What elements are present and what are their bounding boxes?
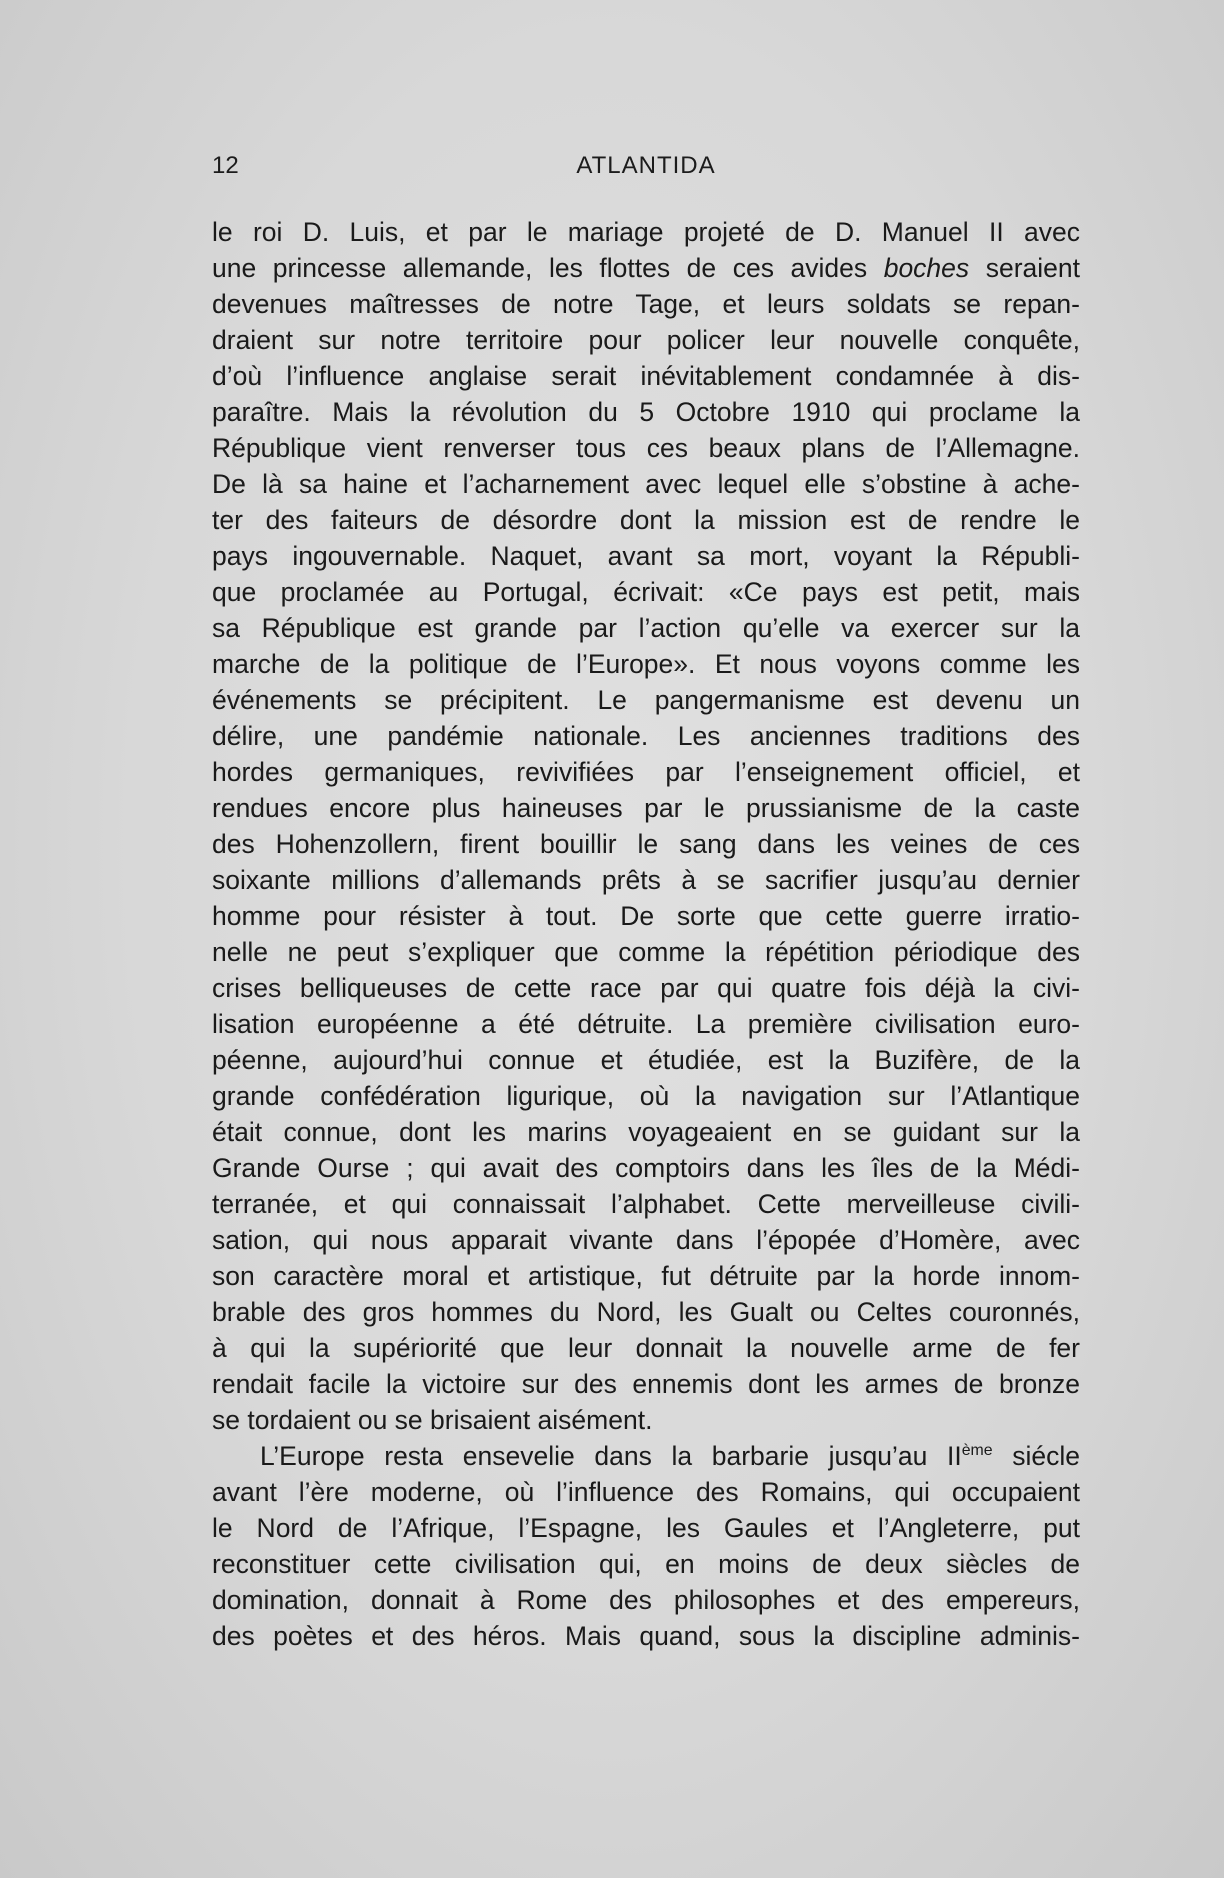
page-header [212, 152, 1080, 182]
paragraph-2 [212, 1438, 1080, 1654]
text-line: brable des gros hommes du Nord, les Gualt ou Celtes couronnés, [212, 1297, 1080, 1327]
text-line: que proclamée au Portugal, écrivait: «Ce pays est petit, mais [212, 577, 1080, 607]
text-line: devenues maîtresses de notre Tage, et leurs soldats se repan- [212, 289, 1080, 319]
text-line: République vient renverser tous ces beaux plans de l’Allemagne. [212, 433, 1080, 463]
text-line: ter des faiteurs de désordre dont la mission est de rendre le [212, 505, 1080, 535]
text-line: hordes germaniques, revivifiées par l’enseignement officiel, et [212, 757, 1080, 787]
text-line: nelle ne peut s’expliquer que comme la répétition périodique des [212, 937, 1080, 967]
text-line: Grande Ourse ; qui avait des comptoirs dans les îles de la Médi- [212, 1153, 1080, 1183]
text-line: L’Europe resta ensevelie dans la barbarie jusqu’au IIème siécle [260, 1441, 1080, 1471]
text-line: soixante millions d’allemands prêts à se sacrifier jusqu’au dernier [212, 865, 1080, 895]
text-line: marche de la politique de l’Europe». Et nous voyons comme les [212, 649, 1080, 679]
text-line: le roi D. Luis, et par le mariage projeté de D. Manuel II avec [212, 217, 1080, 247]
text-line: avant l’ère moderne, où l’influence des Romains, qui occupaient [212, 1477, 1080, 1507]
text-line: homme pour résister à tout. De sorte que cette guerre irratio- [212, 901, 1080, 931]
text-line: péenne, aujourd’hui connue et étudiée, est la Buzifère, de la [212, 1045, 1080, 1075]
text-line: sation, qui nous apparait vivante dans l’épopée d’Homère, avec [212, 1225, 1080, 1255]
text-line: paraître. Mais la révolution du 5 Octobre 1910 qui proclame la [212, 397, 1080, 427]
text-line: se tordaient ou se brisaient aisément. [212, 1405, 653, 1435]
running-title: ATLANTIDA [576, 152, 716, 179]
text-line: lisation européenne a été détruite. La première civilisation euro- [212, 1009, 1080, 1039]
text-line: à qui la supériorité que leur donnait la nouvelle arme de fer [212, 1333, 1080, 1363]
text-line: draient sur notre territoire pour policer leur nouvelle conquête, [212, 325, 1080, 355]
text-line: d’où l’influence anglaise serait inévitablement condamnée à dis- [212, 361, 1080, 391]
text-line: De là sa haine et l’acharnement avec lequel elle s’obstine à ache- [212, 469, 1080, 499]
text-line: des Hohenzollern, firent bouillir le sang dans les veines de ces [212, 829, 1080, 859]
text-line: grande confédération ligurique, où la navigation sur l’Atlantique [212, 1081, 1080, 1111]
text-line: reconstituer cette civilisation qui, en moins de deux siècles de [212, 1549, 1080, 1579]
text-line: sa République est grande par l’action qu’elle va exercer sur la [212, 613, 1080, 643]
text-line: terranée, et qui connaissait l’alphabet. Cette merveilleuse civili- [212, 1189, 1080, 1219]
text-line: domination, donnait à Rome des philosophes et des empereurs, [212, 1585, 1080, 1615]
paragraph-1 [212, 214, 1080, 1438]
text-line: rendues encore plus haineuses par le prussianisme de la caste [212, 793, 1080, 823]
text-line: le Nord de l’Afrique, l’Espagne, les Gaules et l’Angleterre, put [212, 1513, 1080, 1543]
text-line: pays ingouvernable. Naquet, avant sa mort, voyant la Républi- [212, 541, 1080, 571]
text-line: crises belliqueuses de cette race par qui quatre fois déjà la civi- [212, 973, 1080, 1003]
text-line: événements se précipitent. Le pangermanisme est devenu un [212, 685, 1080, 715]
text-line: était connue, dont les marins voyageaient en se guidant sur la [212, 1117, 1080, 1147]
text-line: des poètes et des héros. Mais quand, sous la discipline adminis- [212, 1621, 1080, 1651]
text-line: délire, une pandémie nationale. Les anciennes traditions des [212, 721, 1080, 751]
text-line: une princesse allemande, les flottes de ces avides boches seraient [212, 253, 1080, 283]
superscript: ème [961, 1442, 993, 1460]
text-line: rendait facile la victoire sur des ennemis dont les armes de bronze [212, 1369, 1080, 1399]
italic-word: boches [883, 253, 970, 283]
text-line: son caractère moral et artistique, fut détruite par la horde innom- [212, 1261, 1080, 1291]
body-text [212, 214, 1080, 1654]
page-number: 12 [212, 152, 239, 179]
